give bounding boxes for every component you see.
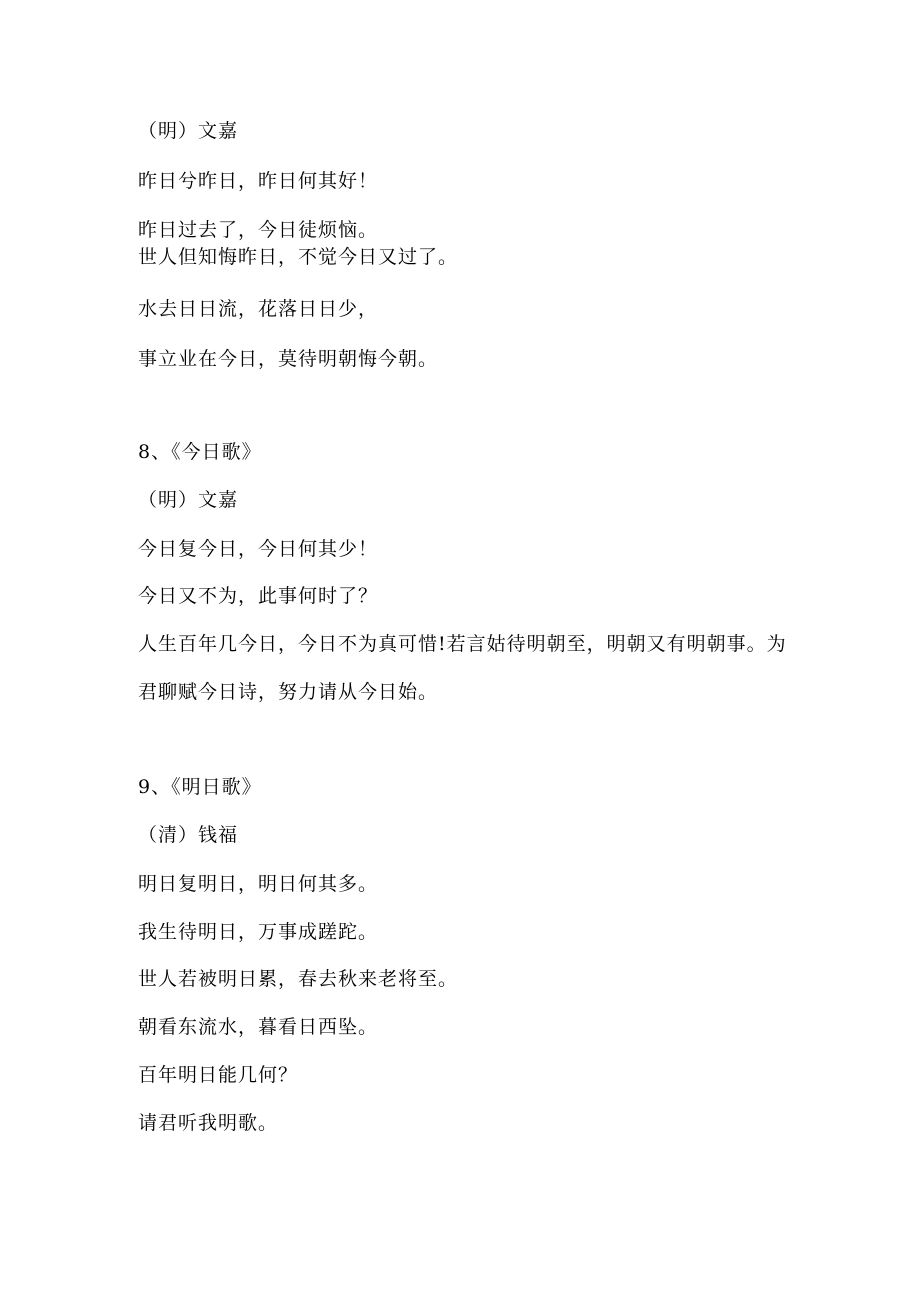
poem7-line-3: 世人但知悔昨日，不觉今日又过了。 (138, 246, 459, 268)
poem7-line-1: 昨日兮昨日，昨日何其好！ (138, 170, 379, 192)
poem9-title: 9、《明日歌》 (138, 776, 262, 798)
poem9-line-6: 请君听我明歌。 (138, 1112, 279, 1134)
poem7-line-4: 水去日日流，花落日日少， (138, 298, 379, 320)
poem8-line-3: 人生百年几今日，今日不为真可惜!若言姑待明朝至，明朝又有明朝事。为 (138, 633, 787, 655)
poem8-author: （明）文嘉 (138, 489, 239, 511)
poem7-author: （明）文嘉 (138, 120, 239, 142)
poem8-line-1: 今日复今日，今日何其少！ (138, 538, 379, 560)
poem7-line-5: 事立业在今日，莫待明朝悔今朝。 (138, 348, 439, 370)
poem9-line-3: 世人若被明日累，春去秋来老将至。 (138, 968, 459, 990)
poem9-line-2: 我生待明日，万事成蹉跎。 (138, 921, 379, 943)
poem7-line-2: 昨日过去了，今日徒烦恼。 (138, 219, 379, 241)
poem8-line-2: 今日又不为，此事何时了？ (138, 585, 379, 607)
poem9-line-5: 百年明日能几何？ (138, 1064, 299, 1086)
poem9-line-1: 明日复明日，明日何其多。 (138, 873, 379, 895)
poem9-line-4: 朝看东流水，暮看日西坠。 (138, 1016, 379, 1038)
poem8-title: 8、《今日歌》 (138, 441, 262, 463)
poem8-line-4: 君聊赋今日诗，努力请从今日始。 (138, 681, 439, 703)
poem9-author: （清）钱福 (138, 824, 239, 846)
